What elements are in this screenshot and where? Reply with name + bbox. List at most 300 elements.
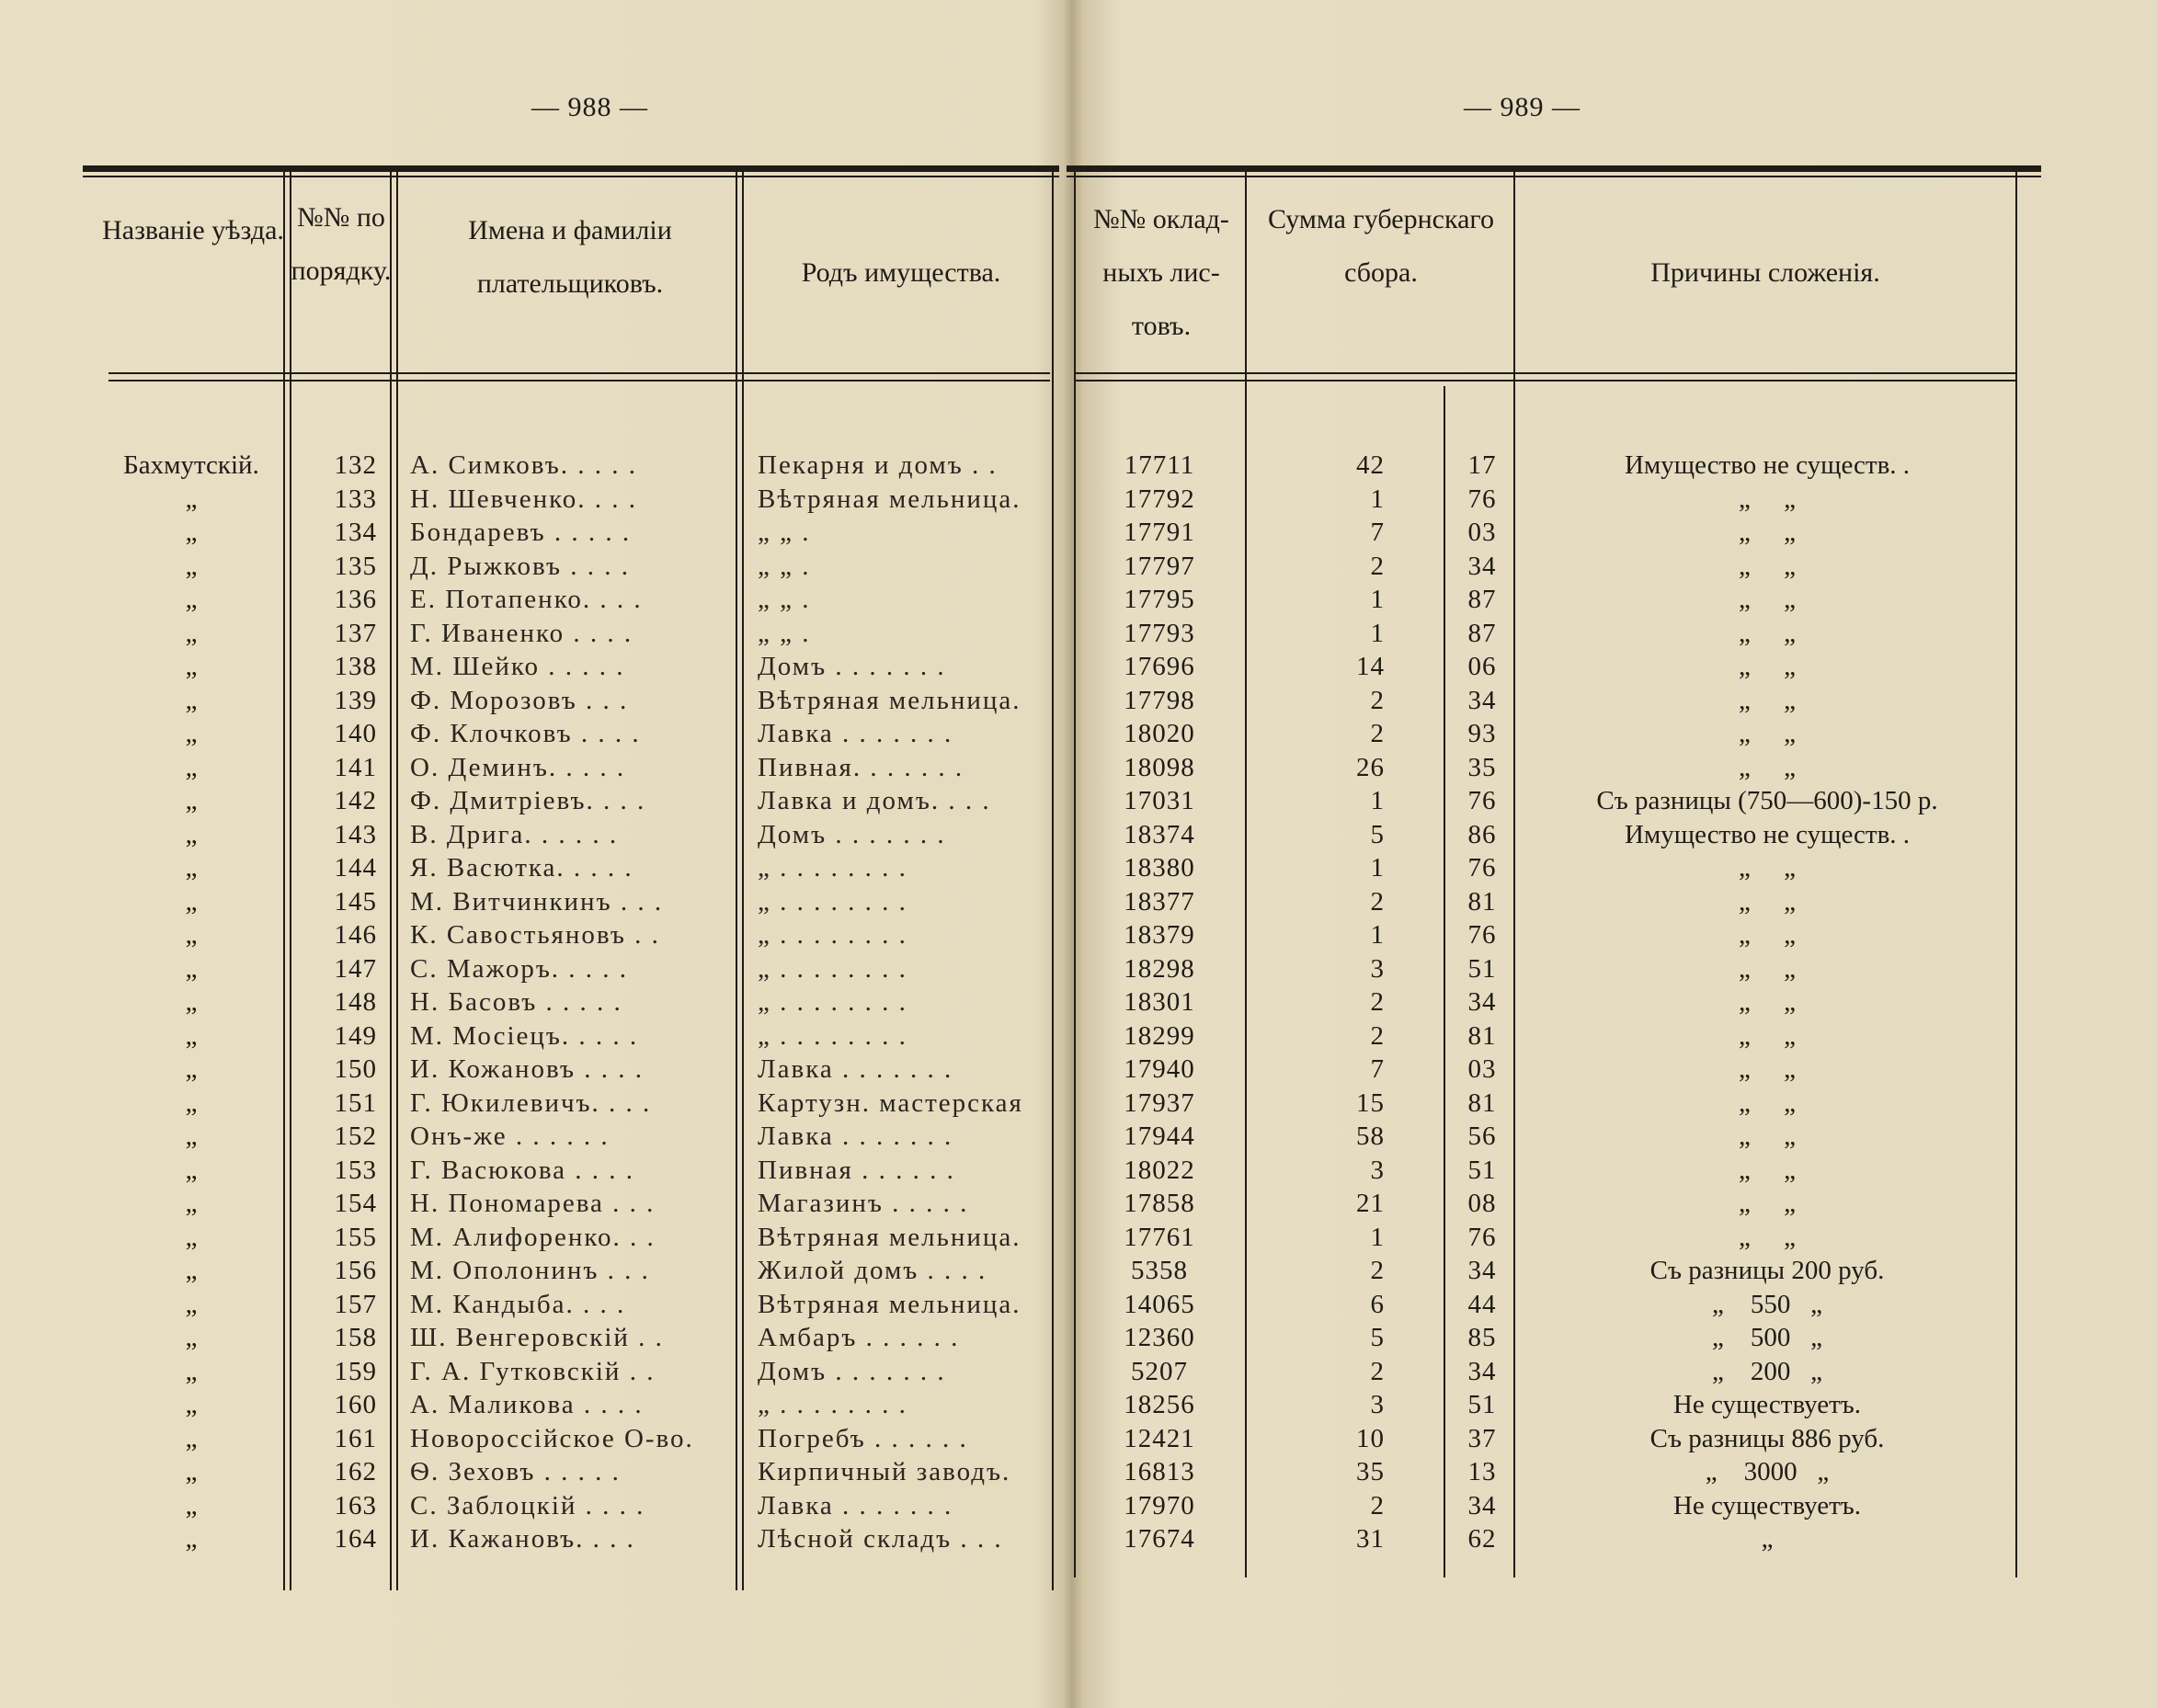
number-cell: 132 bbox=[334, 450, 377, 480]
sheet-number-cell: 18022 bbox=[1124, 1155, 1195, 1185]
payer-name-cell: Н. Шевченко. . . . bbox=[410, 484, 638, 514]
property-cell: Погребъ . . . . . . bbox=[758, 1423, 968, 1453]
number-cell: 147 bbox=[334, 953, 377, 984]
district-cell: „ bbox=[185, 618, 198, 648]
district-cell: „ bbox=[185, 1390, 198, 1419]
property-cell: „ . . . . . . . . bbox=[758, 953, 907, 984]
payer-name-cell: Г. А. Гутковскій . . bbox=[410, 1356, 656, 1386]
payer-name-cell: М. Ополонинъ . . . bbox=[410, 1256, 650, 1285]
sheet-number-cell: 17031 bbox=[1124, 786, 1195, 815]
payer-name-cell: О. Деминъ. . . . . bbox=[410, 752, 626, 782]
sum-kopecks-cell: 81 bbox=[1467, 1087, 1497, 1118]
district-cell: „ bbox=[185, 719, 198, 748]
reason-cell: „ „ bbox=[1739, 585, 1796, 614]
sum-rubles-cell: 3 bbox=[1370, 953, 1385, 984]
sum-kopecks-cell: 06 bbox=[1467, 652, 1497, 681]
sum-kopecks-cell: 08 bbox=[1467, 1189, 1497, 1218]
sheet-number-cell: 5358 bbox=[1131, 1256, 1188, 1285]
payer-name-cell: Онъ-же . . . . . . bbox=[410, 1122, 610, 1151]
payer-name-cell: М. Алифоренко. . . bbox=[410, 1222, 656, 1252]
number-cell: 152 bbox=[334, 1122, 377, 1151]
payer-name-cell: Ф. Морозовъ . . . bbox=[410, 685, 629, 715]
sum-kopecks-cell: 62 bbox=[1467, 1524, 1497, 1554]
sum-kopecks-cell: 34 bbox=[1467, 1490, 1497, 1520]
reason-cell: „ „ bbox=[1739, 652, 1796, 681]
sum-kopecks-cell: 76 bbox=[1467, 484, 1497, 514]
reason-cell: Имущество не существ. . bbox=[1624, 450, 1911, 480]
table-row bbox=[0, 483, 2157, 516]
district-cell: „ bbox=[185, 1222, 198, 1252]
reason-cell: „ „ bbox=[1739, 953, 1796, 984]
payer-name-cell: Г. Васюкова . . . . bbox=[410, 1155, 635, 1185]
payer-name-cell: М. Шейко . . . . . bbox=[410, 652, 625, 681]
number-cell: 149 bbox=[334, 1020, 377, 1051]
header-reasons: Причины сложенія. bbox=[1650, 257, 1880, 288]
right-top-rule bbox=[1067, 165, 2041, 172]
district-cell: „ bbox=[185, 1122, 198, 1151]
sum-kopecks-cell: 93 bbox=[1467, 719, 1497, 748]
property-cell: „ . . . . . . . . bbox=[758, 987, 907, 1017]
number-cell: 133 bbox=[334, 484, 377, 514]
payer-name-cell: Н. Басовъ . . . . . bbox=[410, 987, 622, 1017]
number-cell: 137 bbox=[334, 618, 377, 648]
sheet-number-cell: 16813 bbox=[1124, 1457, 1195, 1486]
sum-kopecks-cell: 87 bbox=[1467, 585, 1497, 614]
sheet-number-cell: 17970 bbox=[1124, 1490, 1195, 1520]
sheet-number-cell: 17792 bbox=[1124, 484, 1195, 514]
number-cell: 156 bbox=[334, 1256, 377, 1285]
left-header-rule-2 bbox=[108, 380, 1050, 381]
sheet-number-cell: 18299 bbox=[1124, 1020, 1195, 1051]
sheet-number-cell: 18298 bbox=[1124, 953, 1195, 984]
district-cell: „ bbox=[185, 1524, 198, 1554]
district-cell: „ bbox=[185, 1020, 198, 1051]
reason-cell: „ „ bbox=[1739, 1122, 1796, 1151]
property-cell: Пекарня и домъ . . bbox=[758, 450, 998, 480]
reason-cell: „ „ bbox=[1739, 518, 1796, 547]
right-header-rule-2 bbox=[1074, 380, 2015, 381]
payer-name-cell: Д. Рыжковъ . . . . bbox=[410, 551, 631, 581]
payer-name-cell: И. Кажановъ. . . . bbox=[410, 1524, 635, 1554]
property-cell: „ . . . . . . . . bbox=[758, 1390, 907, 1419]
table-row bbox=[0, 583, 2157, 616]
table-row bbox=[0, 885, 2157, 918]
table-row bbox=[0, 449, 2157, 482]
sheet-number-cell: 17674 bbox=[1124, 1524, 1195, 1554]
property-cell: Амбаръ . . . . . . bbox=[758, 1323, 960, 1352]
property-cell: Лавка . . . . . . . bbox=[758, 1054, 953, 1084]
table-row bbox=[0, 751, 2157, 784]
sheet-number-cell: 17798 bbox=[1124, 685, 1195, 715]
sheet-number-cell: 17944 bbox=[1124, 1122, 1195, 1151]
sum-kopecks-cell: 76 bbox=[1467, 1222, 1497, 1252]
sum-kopecks-cell: 35 bbox=[1467, 752, 1497, 782]
table-row bbox=[0, 1120, 2157, 1153]
property-cell: „ „ . bbox=[758, 518, 811, 547]
district-cell: „ bbox=[185, 484, 198, 514]
reason-cell: „ „ bbox=[1739, 987, 1796, 1017]
number-cell: 151 bbox=[334, 1087, 377, 1118]
payer-name-cell: М. Мосіецъ. . . . . bbox=[410, 1020, 639, 1051]
sum-rubles-cell: 2 bbox=[1370, 551, 1385, 581]
sheet-number-cell: 17797 bbox=[1124, 551, 1195, 581]
property-cell: „ . . . . . . . . bbox=[758, 1020, 907, 1051]
sum-rubles-cell: 1 bbox=[1370, 920, 1385, 950]
district-cell: „ bbox=[185, 1289, 198, 1319]
property-cell: Вѣтряная мельница. bbox=[758, 1289, 1021, 1319]
payer-name-cell: Бондаревъ . . . . . bbox=[410, 518, 632, 547]
sum-kopecks-cell: 17 bbox=[1467, 450, 1497, 480]
property-cell: Лавка и домъ. . . . bbox=[758, 786, 991, 815]
table-row bbox=[0, 918, 2157, 951]
sum-rubles-cell: 10 bbox=[1356, 1423, 1385, 1453]
sum-rubles-cell: 1 bbox=[1370, 585, 1385, 614]
sum-rubles-cell: 42 bbox=[1356, 450, 1385, 480]
district-cell: „ bbox=[185, 1490, 198, 1520]
number-cell: 155 bbox=[334, 1222, 377, 1252]
district-cell: „ bbox=[185, 518, 198, 547]
payer-name-cell: В. Дрига. . . . . . bbox=[410, 819, 619, 849]
sheet-number-cell: 17793 bbox=[1124, 618, 1195, 648]
reason-cell: „ bbox=[1761, 1524, 1774, 1554]
number-cell: 150 bbox=[334, 1054, 377, 1084]
reason-cell: Съ разницы 886 руб. bbox=[1649, 1423, 1885, 1453]
sum-kopecks-cell: 51 bbox=[1467, 953, 1497, 984]
district-cell: „ bbox=[185, 685, 198, 715]
property-cell: „ „ . bbox=[758, 618, 811, 648]
property-cell: Домъ . . . . . . . bbox=[758, 1356, 946, 1386]
sum-rubles-cell: 14 bbox=[1356, 652, 1385, 681]
property-cell: Лѣсной складъ . . . bbox=[758, 1524, 1003, 1554]
sum-kopecks-cell: 51 bbox=[1467, 1390, 1497, 1419]
table-row bbox=[0, 1087, 2157, 1120]
sheet-number-cell: 18256 bbox=[1124, 1390, 1195, 1419]
sheet-number-cell: 14065 bbox=[1124, 1289, 1195, 1319]
header-number: №№ по порядку. bbox=[291, 202, 392, 286]
sum-kopecks-cell: 44 bbox=[1467, 1289, 1497, 1319]
number-cell: 154 bbox=[334, 1189, 377, 1218]
payer-name-cell: М. Кандыба. . . . bbox=[410, 1289, 626, 1319]
reason-cell: „ „ bbox=[1739, 484, 1796, 514]
sum-kopecks-cell: 76 bbox=[1467, 786, 1497, 815]
district-cell: „ bbox=[185, 1323, 198, 1352]
payer-name-cell: Я. Васютка. . . . . bbox=[410, 853, 633, 882]
reason-cell: Съ разницы (750—600)-150 р. bbox=[1596, 786, 1938, 815]
table-row bbox=[0, 1489, 2157, 1522]
property-cell: Вѣтряная мельница. bbox=[758, 685, 1021, 715]
sum-rubles-cell: 3 bbox=[1370, 1155, 1385, 1185]
table-row bbox=[0, 1254, 2157, 1287]
sheet-number-cell: 18020 bbox=[1124, 719, 1195, 748]
sum-rubles-cell: 7 bbox=[1370, 518, 1385, 547]
payer-name-cell: Г. Иваненко . . . . bbox=[410, 618, 633, 648]
table-row bbox=[0, 851, 2157, 884]
reason-cell: Съ разницы 200 руб. bbox=[1649, 1256, 1885, 1285]
sum-rubles-cell: 2 bbox=[1370, 886, 1385, 917]
number-cell: 135 bbox=[334, 551, 377, 581]
number-cell: 162 bbox=[334, 1457, 377, 1486]
sum-kopecks-cell: 34 bbox=[1467, 1256, 1497, 1285]
number-cell: 142 bbox=[334, 786, 377, 815]
property-cell: Вѣтряная мельница. bbox=[758, 484, 1021, 514]
number-cell: 159 bbox=[334, 1356, 377, 1386]
district-cell: „ bbox=[185, 1189, 198, 1218]
district-cell: „ bbox=[185, 1087, 198, 1118]
sum-kopecks-cell: 34 bbox=[1467, 685, 1497, 715]
sum-rubles-cell: 7 bbox=[1370, 1054, 1385, 1084]
sum-rubles-cell: 1 bbox=[1370, 1222, 1385, 1252]
property-cell: Домъ . . . . . . . bbox=[758, 652, 946, 681]
table-row bbox=[0, 617, 2157, 650]
number-cell: 145 bbox=[334, 886, 377, 917]
district-cell: „ bbox=[185, 551, 198, 581]
number-cell: 141 bbox=[334, 752, 377, 782]
property-cell: Домъ . . . . . . . bbox=[758, 819, 946, 849]
reason-cell: „ „ bbox=[1739, 1020, 1796, 1051]
reason-cell: „ 3000 „ bbox=[1705, 1457, 1830, 1486]
payer-name-cell: Ф. Клочковъ . . . . bbox=[410, 719, 641, 748]
number-cell: 164 bbox=[334, 1524, 377, 1554]
sheet-number-cell: 17711 bbox=[1124, 450, 1195, 480]
sum-kopecks-cell: 37 bbox=[1467, 1423, 1497, 1453]
table-row bbox=[0, 1288, 2157, 1321]
sheet-number-cell: 18377 bbox=[1124, 886, 1195, 917]
sheet-number-cell: 17858 bbox=[1124, 1189, 1195, 1218]
page-number-right: — 989 — bbox=[1464, 92, 1581, 122]
page-number-left: — 988 — bbox=[531, 92, 648, 122]
payer-name-cell: К. Савостьяновъ . . bbox=[410, 920, 660, 950]
table-row bbox=[0, 1221, 2157, 1254]
sum-rubles-cell: 1 bbox=[1370, 853, 1385, 882]
payer-name-cell: А. Симковъ. . . . . bbox=[410, 450, 637, 480]
sum-kopecks-cell: 81 bbox=[1467, 886, 1497, 917]
reason-cell: „ „ bbox=[1739, 920, 1796, 950]
sum-rubles-cell: 35 bbox=[1356, 1457, 1385, 1486]
sum-rubles-cell: 21 bbox=[1356, 1189, 1385, 1218]
sheet-number-cell: 12421 bbox=[1124, 1423, 1195, 1453]
sum-rubles-cell: 2 bbox=[1370, 1256, 1385, 1285]
number-cell: 148 bbox=[334, 987, 377, 1017]
payer-name-cell: Ш. Венгеровскій . . bbox=[410, 1323, 664, 1352]
sum-kopecks-cell: 56 bbox=[1467, 1122, 1497, 1151]
reason-cell: „ „ bbox=[1739, 886, 1796, 917]
property-cell: „ . . . . . . . . bbox=[758, 920, 907, 950]
property-cell: Пивная . . . . . . bbox=[758, 1155, 955, 1185]
number-cell: 161 bbox=[334, 1423, 377, 1453]
sum-kopecks-cell: 51 bbox=[1467, 1155, 1497, 1185]
table-row bbox=[0, 1053, 2157, 1086]
property-cell: Пивная. . . . . . . bbox=[758, 752, 964, 782]
reason-cell: Не существуетъ. bbox=[1672, 1390, 1862, 1419]
district-cell: „ bbox=[185, 1423, 198, 1453]
table-row bbox=[0, 784, 2157, 817]
number-cell: 163 bbox=[334, 1490, 377, 1520]
table-row bbox=[0, 1154, 2157, 1187]
sum-rubles-cell: 31 bbox=[1356, 1524, 1385, 1554]
property-cell: „ „ . bbox=[758, 585, 811, 614]
sheet-number-cell: 5207 bbox=[1131, 1356, 1188, 1386]
sum-kopecks-cell: 76 bbox=[1467, 853, 1497, 882]
right-header-rule bbox=[1074, 372, 2015, 374]
table-row bbox=[0, 717, 2157, 750]
payer-name-cell: М. Витчинкинъ . . . bbox=[410, 886, 664, 917]
payer-name-cell: С. Мажоръ. . . . . bbox=[410, 953, 629, 984]
table-row bbox=[0, 516, 2157, 549]
reason-cell: „ „ bbox=[1739, 1222, 1796, 1252]
property-cell: Картузн. мастерская bbox=[758, 1087, 1023, 1118]
reason-cell: „ „ bbox=[1739, 853, 1796, 882]
sum-rubles-cell: 1 bbox=[1370, 618, 1385, 648]
table-row bbox=[0, 1388, 2157, 1421]
sheet-number-cell: 18374 bbox=[1124, 819, 1195, 849]
table-row bbox=[0, 985, 2157, 1019]
reason-cell: „ 550 „ bbox=[1712, 1289, 1822, 1319]
number-cell: 139 bbox=[334, 685, 377, 715]
payer-name-cell: С. Заблоцкій . . . . bbox=[410, 1490, 645, 1520]
district-cell: „ bbox=[185, 1054, 198, 1084]
payer-name-cell: Г. Юкилевичъ. . . . bbox=[410, 1087, 652, 1118]
sum-kopecks-cell: 86 bbox=[1467, 819, 1497, 849]
table-row bbox=[0, 684, 2157, 717]
sheet-number-cell: 17795 bbox=[1124, 585, 1195, 614]
table-row bbox=[0, 1019, 2157, 1053]
reason-cell: „ „ bbox=[1739, 1054, 1796, 1084]
payer-name-cell: Ѳ. Зеховъ . . . . . bbox=[410, 1457, 621, 1486]
district-cell: „ bbox=[185, 1155, 198, 1185]
reason-cell: „ „ bbox=[1739, 685, 1796, 715]
table-row bbox=[0, 952, 2157, 985]
district-cell: „ bbox=[185, 953, 198, 984]
left-top-rule-thin bbox=[83, 176, 1059, 177]
reason-cell: „ „ bbox=[1739, 719, 1796, 748]
sum-rubles-cell: 2 bbox=[1370, 685, 1385, 715]
district-cell: „ bbox=[185, 1256, 198, 1285]
table-row bbox=[0, 1355, 2157, 1388]
payer-name-cell: А. Маликова . . . . bbox=[410, 1390, 644, 1419]
sheet-number-cell: 18380 bbox=[1124, 853, 1195, 882]
sum-rubles-cell: 1 bbox=[1370, 786, 1385, 815]
district-cell: „ bbox=[185, 752, 198, 782]
district-cell: „ bbox=[185, 1356, 198, 1386]
district-cell: „ bbox=[185, 786, 198, 815]
sum-rubles-cell: 2 bbox=[1370, 719, 1385, 748]
sum-rubles-cell: 15 bbox=[1356, 1087, 1385, 1118]
sum-rubles-cell: 58 bbox=[1356, 1122, 1385, 1151]
sheet-number-cell: 18098 bbox=[1124, 752, 1195, 782]
property-cell: Кирпичный заводъ. bbox=[758, 1457, 1011, 1486]
sum-kopecks-cell: 34 bbox=[1467, 987, 1497, 1017]
sum-rubles-cell: 2 bbox=[1370, 1490, 1385, 1520]
table-row bbox=[0, 650, 2157, 683]
district-cell: „ bbox=[185, 1457, 198, 1486]
sum-rubles-cell: 2 bbox=[1370, 1020, 1385, 1051]
reason-cell: Имущество не существ. . bbox=[1624, 819, 1911, 849]
number-cell: 153 bbox=[334, 1155, 377, 1185]
sheet-number-cell: 17696 bbox=[1124, 652, 1195, 681]
reason-cell: „ „ bbox=[1739, 1155, 1796, 1185]
reason-cell: „ „ bbox=[1739, 1087, 1796, 1118]
reason-cell: „ „ bbox=[1739, 618, 1796, 648]
district-cell: Бахмутскій. bbox=[123, 450, 259, 480]
left-top-rule bbox=[83, 165, 1059, 172]
sheet-number-cell: 17791 bbox=[1124, 518, 1195, 547]
sheet-number-cell: 17940 bbox=[1124, 1054, 1195, 1084]
payer-name-cell: Новороссійское О-во. bbox=[410, 1423, 694, 1453]
reason-cell: „ „ bbox=[1739, 752, 1796, 782]
property-cell: „ „ . bbox=[758, 551, 811, 581]
reason-cell: Не существуетъ. bbox=[1672, 1490, 1862, 1520]
district-cell: „ bbox=[185, 652, 198, 681]
sum-kopecks-cell: 13 bbox=[1467, 1457, 1497, 1486]
number-cell: 134 bbox=[334, 518, 377, 547]
number-cell: 144 bbox=[334, 853, 377, 882]
table-row bbox=[0, 1187, 2157, 1220]
payer-name-cell: И. Кожановъ . . . . bbox=[410, 1054, 645, 1084]
payer-name-cell: Е. Потапенко. . . . bbox=[410, 585, 643, 614]
sum-rubles-cell: 5 bbox=[1370, 819, 1385, 849]
table-row bbox=[0, 1522, 2157, 1555]
header-district: Названіе уѣзда. bbox=[102, 215, 284, 245]
header-sheets: №№ оклад- ныхъ лис- товъ. bbox=[1093, 204, 1229, 341]
sum-kopecks-cell: 76 bbox=[1467, 920, 1497, 950]
sum-kopecks-cell: 34 bbox=[1467, 551, 1497, 581]
sum-kopecks-cell: 85 bbox=[1467, 1323, 1497, 1352]
number-cell: 143 bbox=[334, 819, 377, 849]
sheet-number-cell: 18301 bbox=[1124, 987, 1195, 1017]
property-cell: Лавка . . . . . . . bbox=[758, 1490, 953, 1520]
number-cell: 140 bbox=[334, 719, 377, 748]
header-sum: Сумма губернскаго сбора. bbox=[1268, 204, 1494, 288]
sum-kopecks-cell: 03 bbox=[1467, 518, 1497, 547]
table-row bbox=[0, 1455, 2157, 1488]
sheet-number-cell: 17937 bbox=[1124, 1087, 1195, 1118]
district-cell: „ bbox=[185, 585, 198, 614]
table-row bbox=[0, 818, 2157, 851]
property-cell: Магазинъ . . . . . bbox=[758, 1189, 969, 1218]
sum-kopecks-cell: 34 bbox=[1467, 1356, 1497, 1386]
header-names: Имена и фамиліи плательщиковъ. bbox=[468, 215, 672, 299]
reason-cell: „ 500 „ bbox=[1712, 1323, 1822, 1352]
property-cell: Лавка . . . . . . . bbox=[758, 1122, 953, 1151]
reason-cell: „ „ bbox=[1739, 1189, 1796, 1218]
sum-kopecks-cell: 03 bbox=[1467, 1054, 1497, 1084]
district-cell: „ bbox=[185, 819, 198, 849]
sum-rubles-cell: 2 bbox=[1370, 987, 1385, 1017]
property-cell: Жилой домъ . . . . bbox=[758, 1256, 987, 1285]
payer-name-cell: Н. Пономарева . . . bbox=[410, 1189, 656, 1218]
sum-rubles-cell: 2 bbox=[1370, 1356, 1385, 1386]
sum-rubles-cell: 5 bbox=[1370, 1323, 1385, 1352]
sum-rubles-cell: 1 bbox=[1370, 484, 1385, 514]
header-property: Родъ имущества. bbox=[801, 257, 1001, 288]
number-cell: 158 bbox=[334, 1323, 377, 1352]
table-row bbox=[0, 1321, 2157, 1354]
sum-kopecks-cell: 87 bbox=[1467, 618, 1497, 648]
sum-kopecks-cell: 81 bbox=[1467, 1020, 1497, 1051]
sum-rubles-cell: 26 bbox=[1356, 752, 1385, 782]
sheet-number-cell: 18379 bbox=[1124, 920, 1195, 950]
table-row bbox=[0, 1422, 2157, 1455]
table-row bbox=[0, 550, 2157, 583]
property-cell: Вѣтряная мельница. bbox=[758, 1222, 1021, 1252]
sum-rubles-cell: 6 bbox=[1370, 1289, 1385, 1319]
number-cell: 160 bbox=[334, 1390, 377, 1419]
number-cell: 138 bbox=[334, 652, 377, 681]
reason-cell: „ 200 „ bbox=[1712, 1356, 1822, 1386]
number-cell: 157 bbox=[334, 1289, 377, 1319]
property-cell: Лавка . . . . . . . bbox=[758, 719, 953, 748]
number-cell: 146 bbox=[334, 920, 377, 950]
